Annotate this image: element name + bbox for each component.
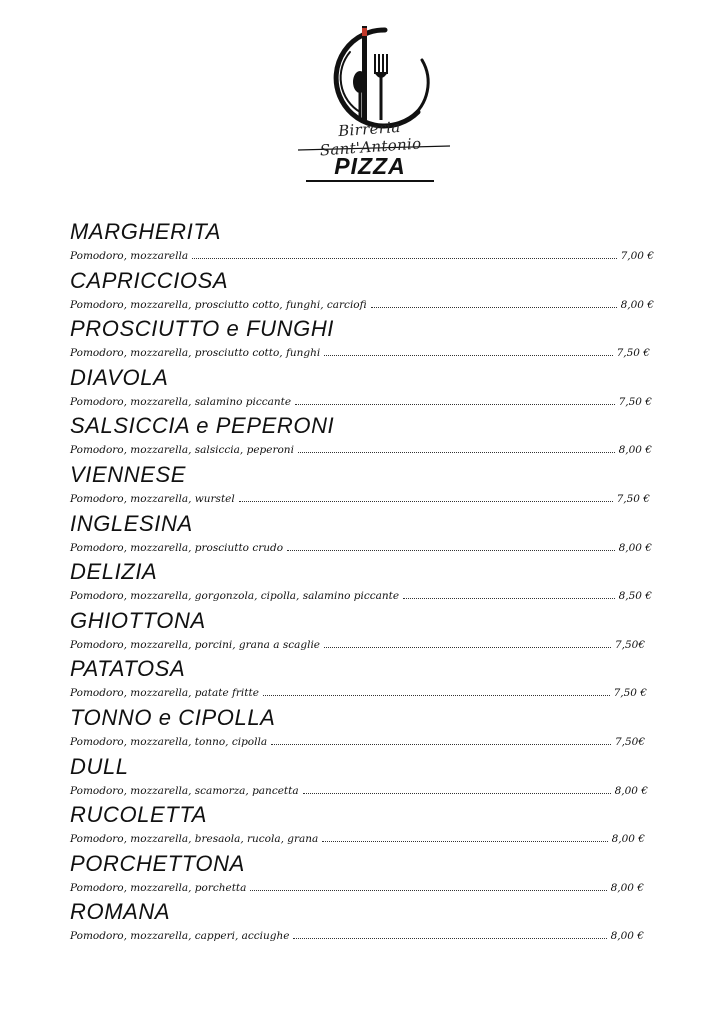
pizza-menu-list (70, 219, 660, 948)
menu-item (70, 754, 660, 803)
item-detail-line (70, 542, 652, 556)
brand-name: Birreria Sant'Antonio (319, 117, 422, 160)
pizza-ingredients: Pomodoro, mozzarella, salsiccia, peperoni (70, 444, 294, 457)
dot-leader (371, 299, 617, 308)
pizza-price: 8,00 € (614, 784, 648, 797)
pizza-name: DELIZIA (70, 559, 158, 585)
menu-item (70, 899, 660, 948)
menu-item (70, 511, 660, 560)
item-detail-line (70, 299, 654, 313)
dot-leader (271, 736, 611, 745)
pizza-ingredients: Pomodoro, mozzarella, tonno, cipolla (70, 735, 268, 748)
pizza-price: 8,00 € (610, 930, 644, 943)
dot-leader (263, 687, 610, 696)
page-title: PIZZA (334, 153, 406, 179)
dot-leader (324, 347, 612, 356)
pizza-ingredients: Pomodoro, mozzarella, salamino piccante (70, 395, 292, 408)
pizza-ingredients: Pomodoro, mozzarella, patate fritte (70, 687, 259, 700)
dot-leader (250, 882, 606, 891)
pizza-name: RUCOLETTA (70, 802, 208, 828)
pizza-ingredients: Pomodoro, mozzarella, prosciutto cotto, funghi (70, 347, 321, 360)
item-detail-line (70, 785, 648, 799)
menu-item (70, 559, 660, 608)
pizza-name: PATATOSA (70, 656, 186, 682)
pizza-ingredients: Pomodoro, mozzarella (70, 250, 189, 262)
pizza-price: 7,50€ (614, 735, 645, 748)
pizza-price: 8,50 € (618, 590, 652, 603)
item-detail-line (70, 833, 645, 847)
item-detail-line (70, 493, 650, 507)
pizza-ingredients: Pomodoro, mozzarella, porchetta (70, 881, 247, 894)
dot-leader (324, 639, 611, 648)
pizza-price: 8,00 € (611, 833, 645, 846)
item-detail-line (70, 250, 654, 264)
item-detail-line (70, 687, 647, 701)
pizza-name: GHIOTTONA (70, 607, 206, 633)
menu-item (70, 608, 660, 657)
pizza-name: ROMANA (70, 899, 171, 925)
item-detail-line (70, 590, 652, 604)
pizza-ingredients: Pomodoro, mozzarella, prosciutto cotto, funghi, carciofi (70, 298, 367, 311)
item-detail-line (70, 444, 652, 458)
item-detail-line (70, 639, 645, 653)
dot-leader (239, 493, 613, 502)
dot-leader (298, 444, 615, 453)
dot-leader (403, 590, 615, 599)
pizza-price: 8,00 € (618, 444, 652, 457)
pizza-name: PROSCIUTTO e FUNGHI (70, 316, 335, 342)
menu-item (70, 268, 660, 317)
title-underline (306, 180, 434, 182)
pizza-price: 7,50 € (616, 347, 650, 360)
menu-item (70, 705, 660, 754)
pizza-ingredients: Pomodoro, mozzarella, gorgonzola, cipolla, salamino piccante (70, 590, 400, 603)
pizza-name: DIAVOLA (70, 364, 169, 390)
pizza-price: 8,00 € (620, 298, 654, 311)
pizza-ingredients: Pomodoro, mozzarella, capperi, acciughe (70, 930, 290, 943)
pizza-name: PORCHETTONA (70, 850, 245, 876)
item-detail-line (70, 930, 644, 944)
pizza-name: SALSICCIA e PEPERONI (70, 413, 335, 439)
pizza-price: 7,50 € (618, 395, 652, 408)
pizza-ingredients: Pomodoro, mozzarella, scamorza, pancetta (70, 784, 299, 797)
menu-item (70, 656, 660, 705)
menu-item (70, 316, 660, 365)
menu-item (70, 219, 660, 268)
pizza-price: 7,50 € (616, 492, 650, 505)
pizza-name: DULL (70, 753, 129, 779)
pizza-ingredients: Pomodoro, mozzarella, bresaola, rucola, grana (70, 833, 319, 846)
pizza-price: 7,00 € (620, 250, 654, 262)
pizza-ingredients: Pomodoro, mozzarella, porcini, grana a scaglie (70, 638, 321, 651)
menu-item (70, 365, 660, 414)
pizza-price: 7,50€ (614, 638, 645, 651)
dot-leader (303, 785, 611, 794)
menu-item (70, 462, 660, 511)
dot-leader (295, 396, 615, 405)
pizza-name: MARGHERITA (70, 219, 222, 244)
item-detail-line (70, 347, 650, 361)
menu-header (0, 0, 724, 200)
menu-item (70, 851, 660, 900)
item-detail-line (70, 736, 645, 750)
pizza-price: 8,00 € (618, 541, 652, 554)
dot-leader (322, 833, 607, 842)
item-detail-line (70, 882, 644, 896)
pizza-name: INGLESINA (70, 510, 193, 536)
pizza-ingredients: Pomodoro, mozzarella, prosciutto crudo (70, 541, 284, 554)
pizza-name: CAPRICCIOSA (70, 267, 229, 293)
pizza-price: 7,50 € (613, 687, 647, 700)
menu-item (70, 413, 660, 462)
dot-leader (192, 250, 616, 259)
menu-item (70, 802, 660, 851)
dot-leader (287, 542, 615, 551)
item-detail-line (70, 396, 652, 410)
pizza-name: TONNO e CIPOLLA (70, 704, 276, 730)
dot-leader (293, 930, 606, 939)
pizza-ingredients: Pomodoro, mozzarella, wurstel (70, 492, 235, 505)
pizza-price: 8,00 € (610, 881, 644, 894)
pizza-name: VIENNESE (70, 461, 187, 487)
